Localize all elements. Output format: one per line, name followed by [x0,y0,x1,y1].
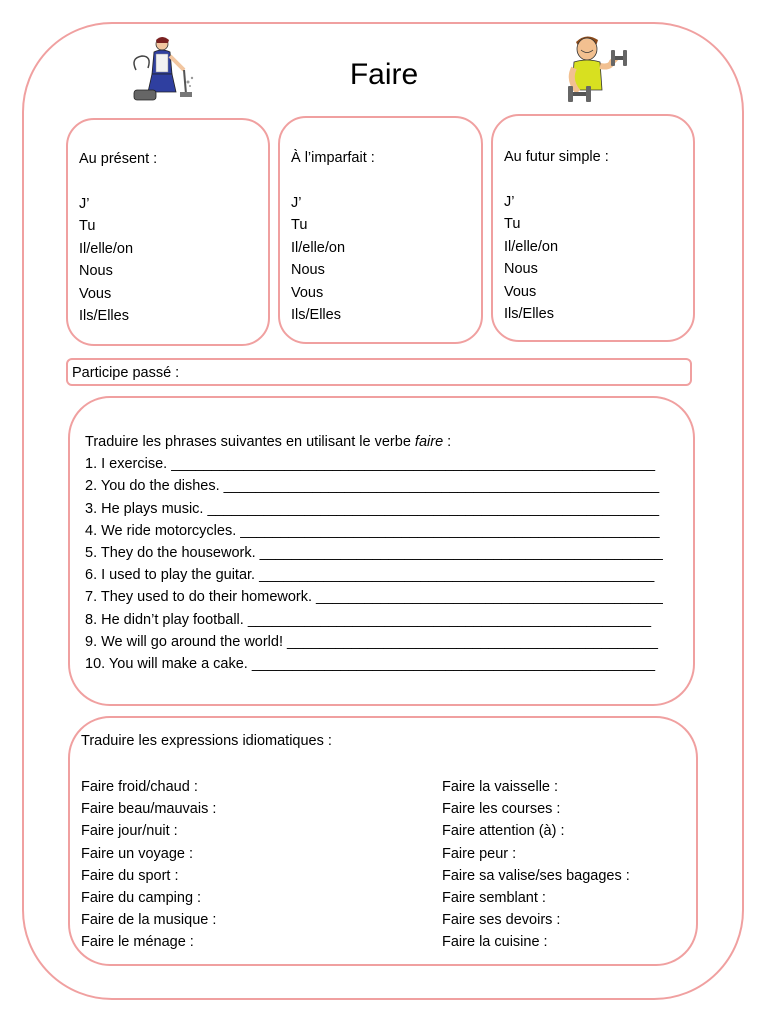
pronoun: Il/elle/on [504,238,559,255]
sentence-line[interactable]: 8. He didn’t play football. __________________________________________________ [85,611,652,628]
pronoun: Vous [504,283,537,300]
idiom-item: Faire jour/nuit : [81,823,178,840]
tense-box-present [66,118,270,346]
sentence-line[interactable]: 4. We ride motorcycles. ____________________________________________________ [85,522,660,539]
idiom-item: Faire attention (à) : [442,823,565,840]
pronoun: Il/elle/on [79,240,134,257]
pronoun: Vous [79,285,112,302]
pronoun: Tu [291,217,308,233]
pronoun: Il/elle/on [291,239,346,256]
idiom-item: Faire peur : [442,845,517,862]
idiom-item: Faire la vaisselle : [442,779,559,795]
tense-heading: À l’imparfait : [291,150,375,166]
pronoun: Nous [79,263,113,279]
sentence-line[interactable]: 1. I exercise. ____________________________________________________________ [85,456,656,473]
sentence-line[interactable]: 6. I used to play the guitar. _________________________________________________ [85,567,655,584]
idiom-item: Faire du camping : [81,890,202,907]
pronoun: Vous [291,284,324,301]
pronoun: Ils/Elles [79,308,129,324]
idioms-box [68,716,698,966]
idiom-item: Faire beau/mauvais : [81,801,217,818]
pronoun: Tu [504,216,521,232]
sentence-line[interactable]: 5. They do the housework. __________________________________________________ [85,545,663,562]
sentence-line[interactable]: 3. He plays music. ________________________________________________________ [85,500,660,517]
pronoun: Ils/Elles [504,306,554,322]
idiom-item: Faire le ménage : [81,934,194,951]
pronoun: J’ [79,195,90,212]
idiom-item: Faire un voyage : [81,845,194,862]
idiom-item: Faire de la musique : [81,912,217,929]
idiom-item: Faire la cuisine : [442,934,548,951]
idiom-item: Faire semblant : [442,890,546,907]
pronoun: J’ [291,194,302,211]
tense-heading: Au présent : [79,151,158,167]
sentence-line[interactable]: 7. They used to do their homework. ___________________________________________ [85,589,663,606]
pronoun: J’ [504,193,515,210]
idiom-item: Faire sa valise/ses bagages : [442,867,630,884]
tense-heading: Au futur simple : [504,149,609,165]
page-title: Faire [349,58,419,91]
idiom-item: Faire les courses : [442,801,561,818]
sentence-line[interactable]: 9. We will go around the world! ______________________________________________ [85,633,658,650]
sentence-line[interactable]: 2. You do the dishes. ______________________________________________________ [85,478,660,495]
idiom-item: Faire du sport : [81,867,179,884]
pronoun: Ils/Elles [291,307,341,323]
idiom-item: Faire ses devoirs : [442,912,561,929]
weightlifter-icon [566,34,630,102]
pronoun: Nous [291,262,325,278]
idiom-item: Faire froid/chaud : [81,779,198,795]
translation-instruction: Traduire les phrases suivantes en utilisant le verbe faire : [85,434,452,450]
pronoun: Tu [79,218,96,234]
idioms-right-column [442,776,630,954]
sentence-line[interactable]: 10. You will make a cake. __________________________________________________ [85,656,656,673]
tense-box-futur [491,114,695,342]
participe-passe-field[interactable] [66,358,692,386]
idioms-left-column [81,776,216,954]
pronoun: Nous [504,261,538,277]
translation-box [68,396,695,706]
participe-label: Participe passé : [72,365,180,381]
tense-box-imparfait [278,116,483,344]
idioms-heading: Traduire les expressions idiomatiques : [81,733,332,749]
